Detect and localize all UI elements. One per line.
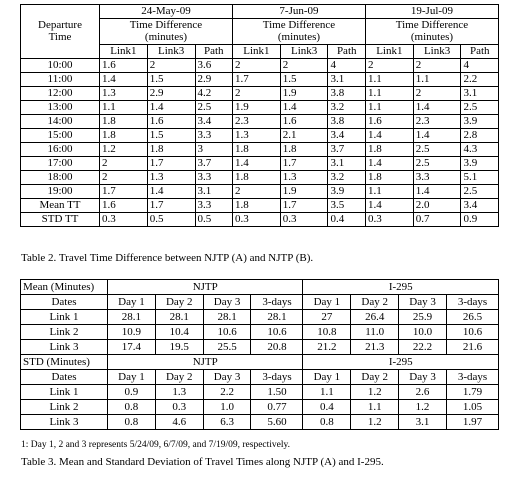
value-cell: 1.7 — [147, 198, 195, 212]
value-cell: 1.1 — [303, 385, 351, 400]
value-cell: 0.77 — [251, 400, 303, 415]
t3-mean-row — [21, 310, 499, 325]
departure-time-header — [21, 5, 100, 59]
value-cell: 1.9 — [280, 86, 328, 100]
value-cell: 1.8 — [280, 142, 328, 156]
value-cell: 1.6 — [100, 198, 148, 212]
col-header: Day 3 — [203, 370, 251, 385]
row-label: Link 2 — [21, 325, 108, 340]
value-cell: 2 — [147, 58, 195, 72]
value-cell: 2.2 — [203, 385, 251, 400]
value-cell: 3 — [195, 142, 232, 156]
time-difference-label: Time Difference — [395, 19, 469, 31]
row-label: STD TT — [21, 212, 100, 226]
value-cell: 3.4 — [328, 128, 365, 142]
value-cell: 10.0 — [399, 325, 447, 340]
value-cell: 1.97 — [446, 415, 498, 430]
value-cell: 10.9 — [108, 325, 156, 340]
value-cell: 1.2 — [351, 415, 399, 430]
value-cell: 1.7 — [280, 198, 328, 212]
col-header: 3-days — [251, 370, 303, 385]
value-cell: 2 — [232, 86, 280, 100]
t2-data-row — [21, 114, 499, 128]
value-cell: 0.3 — [100, 212, 148, 226]
col-header: Path — [328, 44, 365, 58]
row-label: Link 2 — [21, 400, 108, 415]
value-cell: 3.4 — [195, 114, 232, 128]
value-cell: 1.9 — [280, 184, 328, 198]
time-difference-label: Time Difference — [129, 19, 203, 31]
value-cell: 4.3 — [461, 142, 499, 156]
value-cell: 2 — [232, 184, 280, 198]
t3-std-col-row — [21, 370, 499, 385]
value-cell: 1.1 — [100, 100, 148, 114]
col-header: Day 1 — [108, 295, 156, 310]
row-label: 14:00 — [21, 114, 100, 128]
value-cell: 2 — [232, 58, 280, 72]
col-header: 3-days — [446, 370, 498, 385]
value-cell: 3.1 — [328, 72, 365, 86]
t2-date-row — [21, 5, 499, 19]
value-cell: 0.7 — [413, 212, 461, 226]
value-cell: 2 — [100, 156, 148, 170]
value-cell: 1.0 — [203, 400, 251, 415]
value-cell: 1.8 — [100, 128, 148, 142]
value-cell: 1.1 — [413, 72, 461, 86]
value-cell: 1.2 — [351, 385, 399, 400]
value-cell: 27 — [303, 310, 351, 325]
value-cell: 2 — [100, 170, 148, 184]
value-cell: 0.8 — [303, 415, 351, 430]
col-header: Day 1 — [303, 370, 351, 385]
value-cell: 0.3 — [280, 212, 328, 226]
t3-std-row — [21, 400, 499, 415]
value-cell: 0.3 — [365, 212, 413, 226]
value-cell: 0.5 — [195, 212, 232, 226]
value-cell: 25.9 — [399, 310, 447, 325]
value-cell: 1.3 — [232, 128, 280, 142]
value-cell: 1.6 — [280, 114, 328, 128]
t3-mean-col-row — [21, 295, 499, 310]
dates-label: Dates — [21, 370, 108, 385]
value-cell: 2.1 — [280, 128, 328, 142]
time-label: Time — [48, 31, 72, 44]
value-cell: 0.9 — [108, 385, 156, 400]
t2-data-row — [21, 170, 499, 184]
value-cell: 2.5 — [413, 156, 461, 170]
col-header: 3-days — [251, 295, 303, 310]
t3-std-row — [21, 385, 499, 400]
value-cell: 3.9 — [461, 114, 499, 128]
value-cell: 3.7 — [328, 142, 365, 156]
value-cell: 3.8 — [328, 114, 365, 128]
departure-label: Departure — [38, 19, 82, 31]
value-cell: 11.0 — [351, 325, 399, 340]
value-cell: 21.6 — [446, 340, 498, 355]
value-cell: 20.8 — [251, 340, 303, 355]
row-label: 11:00 — [21, 72, 100, 86]
t3-mean-row — [21, 325, 499, 340]
col-header: Day 3 — [399, 370, 447, 385]
row-label: 19:00 — [21, 184, 100, 198]
value-cell: 1.1 — [365, 86, 413, 100]
value-cell: 1.2 — [100, 142, 148, 156]
col-header: Day 3 — [399, 295, 447, 310]
t3-std-group-row — [21, 355, 499, 370]
value-cell: 4 — [328, 58, 365, 72]
date-header: 19-Jul-09 — [365, 5, 498, 19]
minutes-label: (minutes) — [277, 31, 321, 44]
row-label: Link 3 — [21, 340, 108, 355]
value-cell: 2.3 — [413, 114, 461, 128]
value-cell: 1.5 — [147, 72, 195, 86]
value-cell: 0.5 — [147, 212, 195, 226]
value-cell: 3.7 — [195, 156, 232, 170]
value-cell: 1.6 — [100, 58, 148, 72]
col-header: Day 1 — [108, 370, 156, 385]
t2-data-row — [21, 58, 499, 72]
value-cell: 1.8 — [365, 142, 413, 156]
value-cell: 1.4 — [100, 72, 148, 86]
value-cell: 0.4 — [303, 400, 351, 415]
t3-mean-row — [21, 340, 499, 355]
value-cell: 5.60 — [251, 415, 303, 430]
value-cell: 2.9 — [147, 86, 195, 100]
value-cell: 3.9 — [328, 184, 365, 198]
value-cell: 28.1 — [155, 310, 203, 325]
value-cell: 1.1 — [365, 100, 413, 114]
table2-caption: Table 2. Travel Time Difference between NJTP (A) and NJTP (B). — [21, 252, 314, 264]
value-cell: 1.7 — [100, 184, 148, 198]
t2-data-row — [21, 100, 499, 114]
t2-data-row — [21, 128, 499, 142]
col-header: Link3 — [147, 44, 195, 58]
value-cell: 2.2 — [461, 72, 499, 86]
minutes-label: (minutes) — [410, 31, 454, 44]
value-cell: 3.1 — [328, 156, 365, 170]
row-label: Mean TT — [21, 198, 100, 212]
col-header: 3-days — [446, 295, 498, 310]
value-cell: 3.4 — [461, 198, 499, 212]
value-cell: 2.5 — [461, 184, 499, 198]
value-cell: 2.5 — [461, 100, 499, 114]
mean-std-travel-times-table — [20, 279, 499, 430]
value-cell: 5.1 — [461, 170, 499, 184]
value-cell: 1.4 — [147, 100, 195, 114]
value-cell: 0.9 — [461, 212, 499, 226]
value-cell: 0.4 — [328, 212, 365, 226]
value-cell: 0.3 — [232, 212, 280, 226]
value-cell: 1.8 — [100, 114, 148, 128]
value-cell: 1.4 — [413, 100, 461, 114]
col-header: Link1 — [100, 44, 148, 58]
value-cell: 1.4 — [280, 100, 328, 114]
col-header: Day 2 — [155, 295, 203, 310]
row-label: Link 1 — [21, 310, 108, 325]
row-label: 16:00 — [21, 142, 100, 156]
value-cell: 2.9 — [195, 72, 232, 86]
value-cell: 6.3 — [203, 415, 251, 430]
row-label: 15:00 — [21, 128, 100, 142]
col-header: Day 2 — [351, 295, 399, 310]
value-cell: 1.3 — [100, 86, 148, 100]
value-cell: 1.8 — [365, 170, 413, 184]
value-cell: 28.1 — [108, 310, 156, 325]
njtp-group-header: NJTP — [108, 280, 303, 295]
value-cell: 3.1 — [195, 184, 232, 198]
time-difference-label: Time Difference — [262, 19, 336, 31]
value-cell: 2 — [280, 58, 328, 72]
t2-data-row — [21, 198, 499, 212]
value-cell: 3.1 — [461, 86, 499, 100]
value-cell: 3.6 — [195, 58, 232, 72]
value-cell: 2.3 — [232, 114, 280, 128]
value-cell: 3.3 — [195, 198, 232, 212]
value-cell: 10.8 — [303, 325, 351, 340]
value-cell: 1.3 — [280, 170, 328, 184]
value-cell: 1.1 — [365, 72, 413, 86]
value-cell: 1.7 — [232, 72, 280, 86]
value-cell: 1.4 — [365, 198, 413, 212]
col-header: Link3 — [280, 44, 328, 58]
t2-data-row — [21, 212, 499, 226]
value-cell: 1.79 — [446, 385, 498, 400]
njtp-group-header: NJTP — [108, 355, 303, 370]
t3-body — [21, 280, 499, 430]
value-cell: 10.6 — [203, 325, 251, 340]
value-cell: 1.5 — [147, 128, 195, 142]
value-cell: 21.3 — [351, 340, 399, 355]
value-cell: 1.50 — [251, 385, 303, 400]
t2-data-row — [21, 184, 499, 198]
value-cell: 1.3 — [147, 170, 195, 184]
dates-label: Dates — [21, 295, 108, 310]
value-cell: 10.6 — [251, 325, 303, 340]
date-header: 24-May-09 — [100, 5, 233, 19]
value-cell: 1.4 — [413, 128, 461, 142]
value-cell: 2.6 — [399, 385, 447, 400]
value-cell: 2 — [413, 86, 461, 100]
value-cell: 0.8 — [108, 415, 156, 430]
t2-data-row — [21, 72, 499, 86]
value-cell: 1.5 — [280, 72, 328, 86]
value-cell: 3.2 — [328, 170, 365, 184]
row-label: 10:00 — [21, 58, 100, 72]
value-cell: 10.6 — [446, 325, 498, 340]
col-header: Link1 — [232, 44, 280, 58]
value-cell: 1.8 — [147, 142, 195, 156]
value-cell: 1.7 — [280, 156, 328, 170]
value-cell: 1.05 — [446, 400, 498, 415]
minutes-label: (minutes) — [144, 31, 188, 44]
mean-minutes-label: Mean (Minutes) — [21, 280, 108, 295]
col-header: Path — [195, 44, 232, 58]
value-cell: 2.0 — [413, 198, 461, 212]
value-cell: 4.2 — [195, 86, 232, 100]
value-cell: 1.3 — [155, 385, 203, 400]
value-cell: 22.2 — [399, 340, 447, 355]
value-cell: 26.4 — [351, 310, 399, 325]
row-label: 18:00 — [21, 170, 100, 184]
col-header: Day 3 — [203, 295, 251, 310]
value-cell: 1.8 — [232, 198, 280, 212]
col-header: Path — [461, 44, 499, 58]
value-cell: 1.7 — [147, 156, 195, 170]
value-cell: 25.5 — [203, 340, 251, 355]
value-cell: 1.4 — [413, 184, 461, 198]
i295-group-header: I-295 — [303, 280, 499, 295]
t2-body — [21, 5, 499, 227]
value-cell: 3.1 — [399, 415, 447, 430]
value-cell: 1.4 — [147, 184, 195, 198]
value-cell: 1.6 — [147, 114, 195, 128]
value-cell: 3.3 — [195, 170, 232, 184]
value-cell: 2 — [413, 58, 461, 72]
value-cell: 1.1 — [365, 184, 413, 198]
value-cell: 1.4 — [232, 156, 280, 170]
time-difference-header — [100, 19, 233, 45]
travel-time-difference-table — [20, 4, 499, 227]
value-cell: 28.1 — [203, 310, 251, 325]
value-cell: 2.8 — [461, 128, 499, 142]
t2-data-row — [21, 156, 499, 170]
row-label: 13:00 — [21, 100, 100, 114]
value-cell: 1.6 — [365, 114, 413, 128]
value-cell: 4.6 — [155, 415, 203, 430]
value-cell: 1.4 — [365, 156, 413, 170]
col-header: Link3 — [413, 44, 461, 58]
value-cell: 1.9 — [232, 100, 280, 114]
table3-caption: Table 3. Mean and Standard Deviation of Travel Times along NJTP (A) and I-295. — [21, 456, 384, 468]
table3-footnote: 1: Day 1, 2 and 3 represents 5/24/09, 6/7/09, and 7/19/09, respectively. — [21, 440, 291, 450]
col-header: Day 2 — [351, 370, 399, 385]
time-difference-header — [232, 19, 365, 45]
value-cell: 1.1 — [351, 400, 399, 415]
col-header: Day 1 — [303, 295, 351, 310]
col-header: Link1 — [365, 44, 413, 58]
std-minutes-label: STD (Minutes) — [21, 355, 108, 370]
value-cell: 28.1 — [251, 310, 303, 325]
value-cell: 26.5 — [446, 310, 498, 325]
value-cell: 1.8 — [232, 170, 280, 184]
date-header: 7-Jun-09 — [232, 5, 365, 19]
value-cell: 10.4 — [155, 325, 203, 340]
value-cell: 3.2 — [328, 100, 365, 114]
value-cell: 1.8 — [232, 142, 280, 156]
value-cell: 2.5 — [195, 100, 232, 114]
row-label: Link 1 — [21, 385, 108, 400]
value-cell: 4 — [461, 58, 499, 72]
time-difference-header — [365, 19, 498, 45]
t3-mean-group-row — [21, 280, 499, 295]
t2-data-row — [21, 86, 499, 100]
col-header: Day 2 — [155, 370, 203, 385]
value-cell: 2 — [365, 58, 413, 72]
value-cell: 3.5 — [328, 198, 365, 212]
t3-std-row — [21, 415, 499, 430]
value-cell: 21.2 — [303, 340, 351, 355]
t2-data-row — [21, 142, 499, 156]
value-cell: 3.9 — [461, 156, 499, 170]
value-cell: 19.5 — [155, 340, 203, 355]
value-cell: 0.3 — [155, 400, 203, 415]
value-cell: 2.5 — [413, 142, 461, 156]
value-cell: 3.8 — [328, 86, 365, 100]
value-cell: 0.8 — [108, 400, 156, 415]
value-cell: 1.2 — [399, 400, 447, 415]
value-cell: 3.3 — [195, 128, 232, 142]
value-cell: 17.4 — [108, 340, 156, 355]
i295-group-header: I-295 — [303, 355, 499, 370]
row-label: Link 3 — [21, 415, 108, 430]
value-cell: 3.3 — [413, 170, 461, 184]
row-label: 17:00 — [21, 156, 100, 170]
value-cell: 1.4 — [365, 128, 413, 142]
row-label: 12:00 — [21, 86, 100, 100]
